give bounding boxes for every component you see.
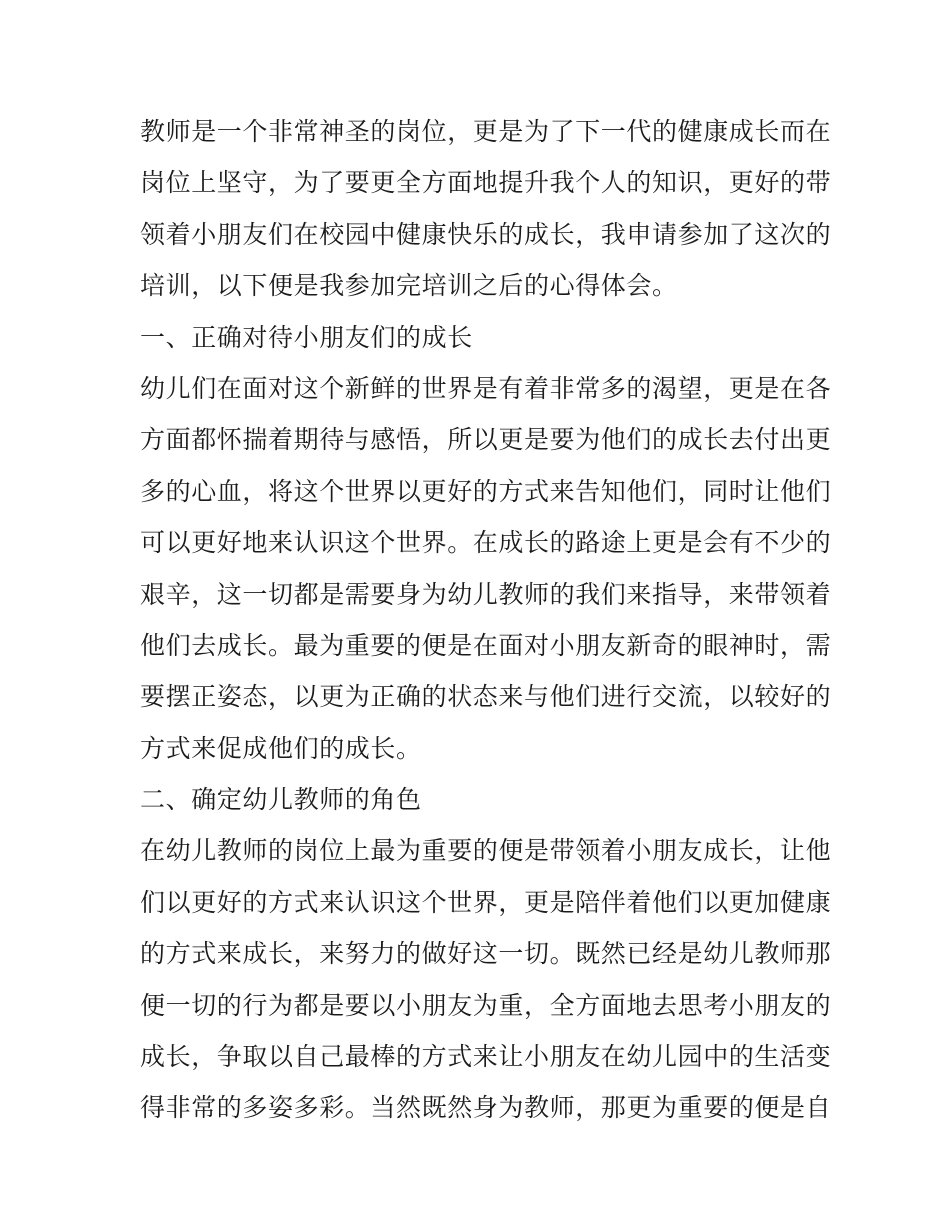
paragraph-line: 可以更好地来认识这个世界。在成长的路途上更是会有不少的 (140, 528, 832, 558)
paragraph-line: 他们去成长。最为重要的便是在面对小朋友新奇的眼神时，需 (140, 630, 832, 660)
paragraph-line: 的方式来成长，来努力的做好这一切。既然已经是幼儿教师那 (140, 939, 832, 969)
document-body (140, 106, 832, 1134)
paragraph-line: 培训，以下便是我参加完培训之后的心得体会。 (140, 271, 678, 301)
paragraph-line: 领着小朋友们在校园中健康快乐的成长，我申请参加了这次的 (140, 219, 832, 249)
paragraph-line: 方式来促成他们的成长。 (140, 733, 422, 763)
paragraph-line: 们以更好的方式来认识这个世界，更是陪伴着他们以更加健康 (140, 887, 832, 917)
paragraph-line: 教师是一个非常神圣的岗位，更是为了下一代的健康成长而在 (140, 117, 832, 146)
section-heading: 一、正确对待小朋友们的成长 (140, 322, 473, 352)
paragraph-line: 方面都怀揣着期待与感悟，所以更是要为他们的成长去付出更 (140, 425, 832, 455)
paragraph-line: 岗位上坚守，为了要更全方面地提升我个人的知识，更好的带 (140, 168, 832, 198)
paragraph-line: 得非常的多姿多彩。当然既然身为教师，那更为重要的便是自 (140, 1093, 832, 1123)
paragraph-line: 多的心血，将这个世界以更好的方式来告知他们，同时让他们 (140, 476, 832, 506)
paragraph-line: 在幼儿教师的岗位上最为重要的便是带领着小朋友成长，让他 (140, 836, 832, 866)
paragraph-line: 幼儿们在面对这个新鲜的世界是有着非常多的渴望，更是在各 (140, 373, 832, 403)
paragraph-line: 成长，争取以自己最棒的方式来让小朋友在幼儿园中的生活变 (140, 1042, 832, 1072)
paragraph-line: 艰辛，这一切都是需要身为幼儿教师的我们来指导，来带领着 (140, 579, 832, 609)
paragraph-line: 便一切的行为都是要以小朋友为重，全方面地去思考小朋友的 (140, 990, 832, 1020)
paragraph-line: 要摆正姿态，以更为正确的状态来与他们进行交流，以较好的 (140, 682, 832, 712)
section-heading: 二、确定幼儿教师的角色 (140, 785, 422, 815)
